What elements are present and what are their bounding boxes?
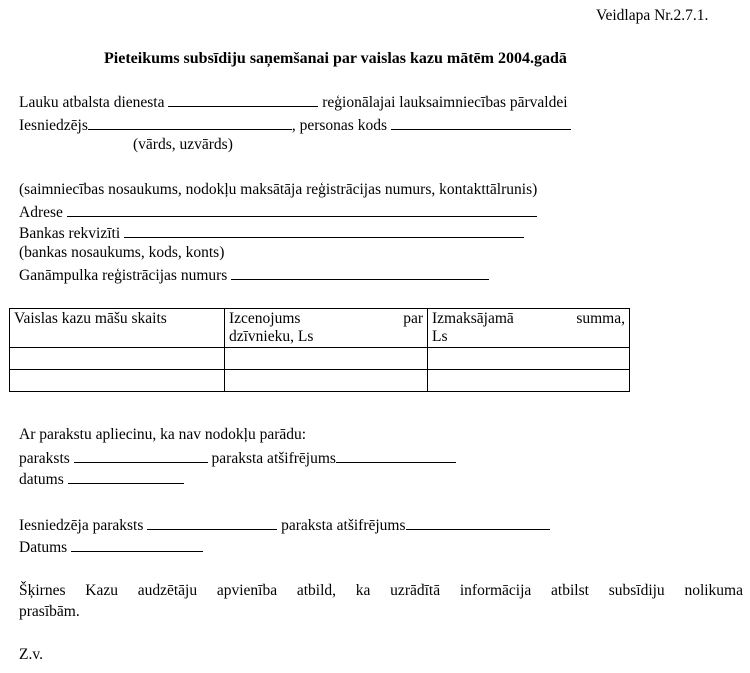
table-cell[interactable] <box>10 348 225 370</box>
declaration-date-label: datums <box>19 471 64 488</box>
table-cell[interactable] <box>428 348 630 370</box>
table-cell[interactable] <box>428 370 630 392</box>
declaration-signature-field[interactable] <box>74 448 208 463</box>
applicant-decipher-label: paraksta atšifrējums <box>281 517 406 534</box>
header-line-applicant <box>19 115 571 135</box>
office-label: Lauku atbalsta dienesta <box>19 94 165 111</box>
declaration-signature-label: paraksts <box>19 450 70 467</box>
personal-code-label: , personas kods <box>291 117 388 134</box>
address-line <box>19 202 537 222</box>
address-label: Adrese <box>19 204 63 221</box>
declaration-decipher-label: paraksta atšifrējums <box>211 450 336 467</box>
bank-label: Bankas rekvizīti <box>19 225 121 242</box>
address-field[interactable] <box>67 202 537 217</box>
association-confirmation-end: prasībām. <box>19 603 80 620</box>
form-number: Veidlapa Nr.2.7.1. <box>596 7 709 24</box>
declaration-decipher-field[interactable] <box>336 448 456 463</box>
personal-code-field[interactable] <box>391 115 571 130</box>
herd-field[interactable] <box>231 265 489 280</box>
applicant-date-field[interactable] <box>71 537 203 552</box>
subsidy-table <box>9 308 630 392</box>
applicant-decipher-field[interactable] <box>406 515 550 530</box>
applicant-label: Iesniedzējs <box>19 117 88 134</box>
office-field[interactable] <box>168 92 318 107</box>
name-hint: (vārds, uzvārds) <box>133 136 233 153</box>
declaration-date-field[interactable] <box>68 469 184 484</box>
applicant-name-field[interactable] <box>88 115 292 130</box>
table-row <box>10 370 630 392</box>
seal-place: Z.v. <box>19 646 43 663</box>
herd-label: Ganāmpulka reģistrācijas numurs <box>19 267 228 284</box>
table-cell[interactable] <box>225 370 428 392</box>
association-confirmation: Šķirnes Kazu audzētāju apvienība atbild, ka uzrādītā informācija atbilst subsīdiju nolikuma <box>19 582 743 599</box>
header-line-office <box>19 92 568 112</box>
header-price-per-animal: Izcenojums par dzīvnieku, Ls <box>225 309 428 348</box>
applicant-sign-line <box>19 515 550 535</box>
table-row <box>10 348 630 370</box>
bank-field[interactable] <box>124 223 524 238</box>
applicant-signature-field[interactable] <box>147 515 277 530</box>
bank-hint: (bankas nosaukums, kods, konts) <box>19 244 225 261</box>
table-cell[interactable] <box>225 348 428 370</box>
regional-office-label: reģionālajai lauksaimniecības pārvaldei <box>322 94 568 111</box>
table-header-row <box>10 309 630 348</box>
applicant-signature-label: Iesniedzēja paraksts <box>19 517 144 534</box>
header-goat-count: Vaislas kazu māšu skaits <box>10 309 225 348</box>
header-payable-sum: Izmaksājamā summa, Ls <box>428 309 630 348</box>
bank-line <box>19 223 524 243</box>
herd-line <box>19 265 489 285</box>
applicant-date-label: Datums <box>19 539 68 556</box>
tax-declaration: Ar parakstu apliecinu, ka nav nodokļu parādu: <box>19 426 307 443</box>
table-cell[interactable] <box>10 370 225 392</box>
applicant-date-line <box>19 537 203 557</box>
page-title: Pieteikums subsīdiju saņemšanai par vaislas kazu mātēm 2004.gadā <box>104 50 567 67</box>
declaration-date-line <box>19 469 184 489</box>
declaration-sign-line <box>19 448 456 468</box>
farm-hint: (saimniecības nosaukums, nodokļu maksātāja reģistrācijas numurs, kontakttālrunis) <box>19 181 538 198</box>
